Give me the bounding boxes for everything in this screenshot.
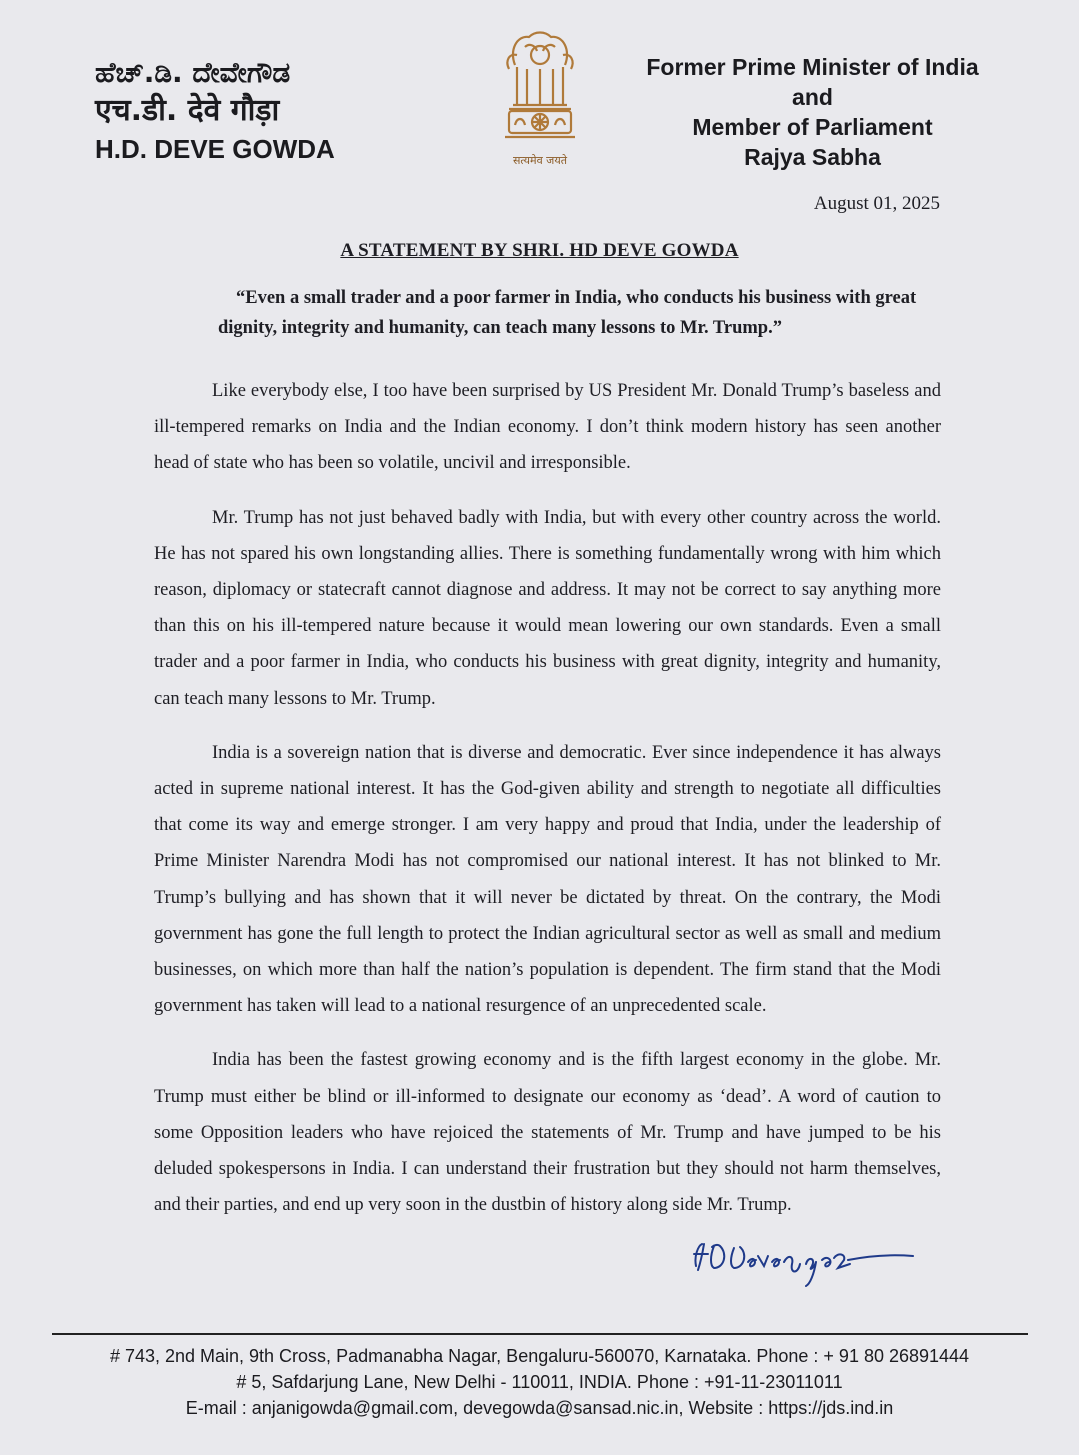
title-line-4: Rajya Sabha	[744, 144, 881, 170]
emblem-motto: सत्यमेव जयते	[512, 154, 567, 167]
footer-email-website: E-mail : anjanigowda@gmail.com, devegowda@sansad.nic.in, Website : https://jds.ind.in	[185, 1398, 894, 1418]
statement-body	[154, 373, 941, 1241]
name-kannada: ಹೆಚ್.ಡಿ. ದೇವೇಗೌಡ	[95, 56, 291, 89]
paragraph-2: Mr. Trump has not just behaved badly with India, but with every other country across the world. He has not spared his own longstanding allies. There is something fundamentally wrong with him which reason, diplomacy or statecraft cannot diagnose and address. It may not be correct to say anything more than this on his ill-tempered nature because it would mean lowering our own standards. Even a small trader and a poor farmer in India, who conducts his business with great dignity, integrity and humanity, can teach many lessons to Mr. Trump.	[154, 507, 941, 709]
name-hindi: एच.डी. देवे गौड़ा	[95, 93, 280, 128]
letterhead-title-block	[630, 52, 995, 172]
footer-address-bengaluru: # 743, 2nd Main, 9th Cross, Padmanabha Nagar, Bengaluru-560070, Karnataka. Phone : + 91 80 26891444	[109, 1346, 970, 1366]
footer-address-delhi: # 5, Safdarjung Lane, New Delhi - 110011, INDIA. Phone : +91-11-23011011	[236, 1372, 843, 1392]
title-line-2: and	[792, 84, 833, 110]
state-emblem-icon	[495, 25, 585, 175]
paragraph-3: India is a sovereign nation that is diverse and democratic. Ever since independence it has always acted in supreme national interest. It has the God-given ability and strength to negotiate all difficulties that come its way and emerge stronger. I am very happy and proud that India, under the leadership of Prime Minister Narendra Modi has not compromised our national interest. It has not blinked to Mr. Trump’s bullying and has shown that it will never be dictated by threat. On the contrary, the Modi government has gone the full length to protect the Indian agricultural sector as well as small and medium businesses, on which more than half the nation’s population is dependent. The firm stand that the Modi government has taken will lead to a national resurgence of an unprecedented scale.	[154, 742, 941, 1017]
letter-date: August 01, 2025	[813, 193, 940, 214]
letterhead-name-block	[95, 55, 335, 165]
title-line-3: Member of Parliament	[692, 114, 933, 140]
handwritten-signature	[688, 1234, 918, 1294]
footer-contact	[0, 1343, 1079, 1421]
pull-quote: “Even a small trader and a poor farmer in India, who conducts his business with great dignity, integrity and humanity, can teach many lessons to Mr. Trump.”	[218, 288, 917, 338]
name-english: H.D. DEVE GOWDA	[95, 134, 335, 164]
paragraph-1: Like everybody else, I too have been surprised by US President Mr. Donald Trump’s baseless and ill-tempered remarks on India and the Indian economy. I don’t think modern history has seen another head of state who has been so volatile, uncivil and irresponsible.	[154, 381, 941, 474]
paragraph-4: India has been the fastest growing economy and is the fifth largest economy in the globe. Mr. Trump must either be blind or ill-informed to designate our economy as ‘dead’. A word of caution to some Opposition leaders who have rejoiced the statements of Mr. Trump and have jumped to be his deluded spokespersons in India. I can understand their frustration but they should not harm themselves, and their parties, and end up very soon in the dustbin of history along side Mr. Trump.	[154, 1050, 941, 1216]
title-line-1: Former Prime Minister of India	[646, 54, 979, 80]
footer-divider	[52, 1333, 1028, 1335]
statement-heading: A STATEMENT BY SHRI. HD DEVE GOWDA	[340, 240, 739, 261]
